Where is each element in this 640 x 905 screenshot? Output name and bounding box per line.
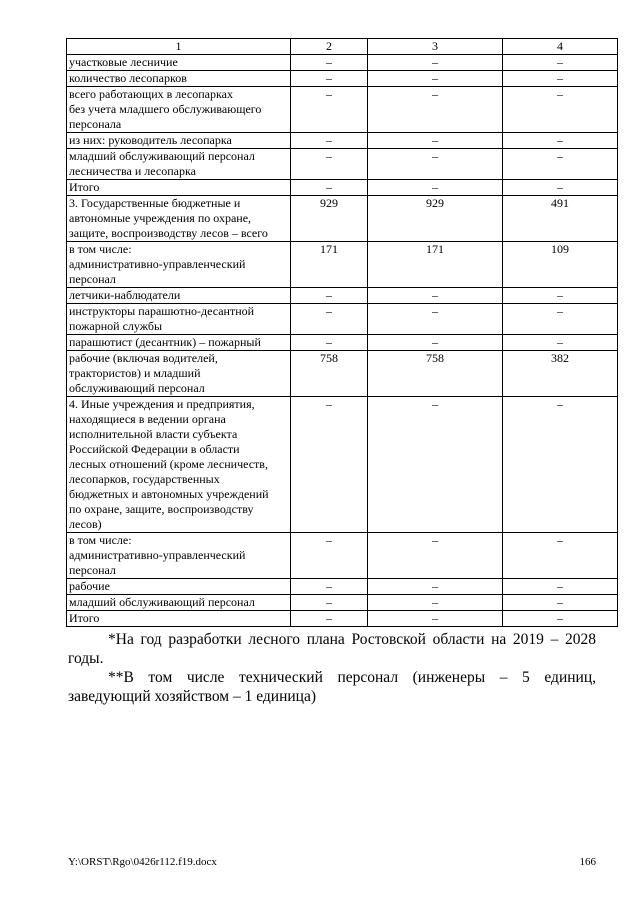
table-row xyxy=(67,55,618,71)
row-value: – xyxy=(503,611,618,627)
row-value: – xyxy=(291,87,368,133)
row-label: младший обслуживающий персонал xyxy=(67,595,291,611)
row-value: – xyxy=(368,133,503,149)
staffing-table xyxy=(66,38,618,627)
table-row xyxy=(67,288,618,304)
table-row xyxy=(67,133,618,149)
header-cell: 4 xyxy=(503,39,618,55)
header-cell: 1 xyxy=(67,39,291,55)
table-row xyxy=(67,351,618,397)
row-value: – xyxy=(503,288,618,304)
row-label: инструкторы парашютно-десантной пожарной службы xyxy=(67,304,291,335)
row-value: – xyxy=(368,304,503,335)
page-number: 166 xyxy=(579,856,596,868)
row-value: 171 xyxy=(368,242,503,288)
row-value: – xyxy=(368,397,503,533)
row-label: в том числе: административно-управленческий персонал xyxy=(67,533,291,579)
row-value: 109 xyxy=(503,242,618,288)
row-value: 491 xyxy=(503,196,618,242)
row-value: – xyxy=(291,304,368,335)
table-row xyxy=(67,149,618,180)
row-value: – xyxy=(368,579,503,595)
row-value: – xyxy=(291,611,368,627)
row-value: 929 xyxy=(368,196,503,242)
header-cell: 2 xyxy=(291,39,368,55)
row-label: летчики-наблюдатели xyxy=(67,288,291,304)
table-row xyxy=(67,87,618,133)
row-label: парашютист (десантник) – пожарный xyxy=(67,335,291,351)
row-value: – xyxy=(368,533,503,579)
row-value: – xyxy=(503,71,618,87)
row-value: – xyxy=(291,149,368,180)
table-header-row xyxy=(67,39,618,55)
table-row xyxy=(67,335,618,351)
row-label: 4. Иные учреждения и предприятия, находящиеся в ведении органа исполнительной власти субъекта Российской Федерации в области лесных отношений (кроме лесничеств, лесопарков, государственных бюджетных и автономных учреждений по охране, защите, воспроизводству лесов) xyxy=(67,397,291,533)
row-value: – xyxy=(368,595,503,611)
row-value: – xyxy=(368,180,503,196)
row-value: – xyxy=(503,87,618,133)
page-footer xyxy=(68,856,596,868)
row-value: – xyxy=(368,87,503,133)
row-value: – xyxy=(503,533,618,579)
row-value: – xyxy=(368,288,503,304)
row-value: – xyxy=(503,55,618,71)
row-label: младший обслуживающий персонал лесничества и лесопарка xyxy=(67,149,291,180)
table-row xyxy=(67,304,618,335)
row-value: – xyxy=(503,335,618,351)
row-value: – xyxy=(368,55,503,71)
row-value: 758 xyxy=(368,351,503,397)
footnote-2: **В том числе технический персонал (инженеры – 5 единиц, заведующий хозяйством – 1 единица) xyxy=(68,669,596,705)
row-value: – xyxy=(503,180,618,196)
table-row xyxy=(67,242,618,288)
row-value: 382 xyxy=(503,351,618,397)
table-row xyxy=(67,180,618,196)
row-value: – xyxy=(291,71,368,87)
row-value: 171 xyxy=(291,242,368,288)
row-label: рабочие xyxy=(67,579,291,595)
row-value: – xyxy=(291,133,368,149)
row-value: – xyxy=(503,579,618,595)
row-label: в том числе: административно-управленческий персонал xyxy=(67,242,291,288)
row-value: – xyxy=(291,288,368,304)
table-row xyxy=(67,611,618,627)
row-label: количество лесопарков xyxy=(67,71,291,87)
table-row xyxy=(67,196,618,242)
row-value: – xyxy=(291,180,368,196)
row-value: – xyxy=(503,397,618,533)
row-value: – xyxy=(503,133,618,149)
row-value: – xyxy=(503,304,618,335)
row-label: всего работающих в лесопарках без учета младшего обслуживающего персонала xyxy=(67,87,291,133)
row-value: – xyxy=(503,595,618,611)
row-value: – xyxy=(368,611,503,627)
row-label: из них: руководитель лесопарка xyxy=(67,133,291,149)
row-value: – xyxy=(368,335,503,351)
footnotes xyxy=(68,630,596,706)
table-row xyxy=(67,533,618,579)
row-label: участковые лесничие xyxy=(67,55,291,71)
table-row xyxy=(67,71,618,87)
row-value: – xyxy=(291,397,368,533)
row-value: 758 xyxy=(291,351,368,397)
row-value: – xyxy=(368,149,503,180)
row-label: 3. Государственные бюджетные и автономные учреждения по охране, защите, воспроизводству лесов – всего xyxy=(67,196,291,242)
row-value: – xyxy=(291,533,368,579)
row-label: рабочие (включая водителей, трактористов) и младший обслуживающий персонал xyxy=(67,351,291,397)
table-row xyxy=(67,595,618,611)
row-label: Итого xyxy=(67,611,291,627)
row-value: – xyxy=(291,579,368,595)
row-value: – xyxy=(291,335,368,351)
row-value: – xyxy=(291,595,368,611)
header-cell: 3 xyxy=(368,39,503,55)
row-value: – xyxy=(291,55,368,71)
row-value: – xyxy=(503,149,618,180)
table-row xyxy=(67,579,618,595)
row-label: Итого xyxy=(67,180,291,196)
table-row xyxy=(67,397,618,533)
footnote-1: *На год разработки лесного плана Ростовской области на 2019 – 2028 годы. xyxy=(68,631,596,667)
file-path: Y:\ORST\Rgo\0426r112.f19.docx xyxy=(68,856,217,868)
row-value: – xyxy=(368,71,503,87)
row-value: 929 xyxy=(291,196,368,242)
